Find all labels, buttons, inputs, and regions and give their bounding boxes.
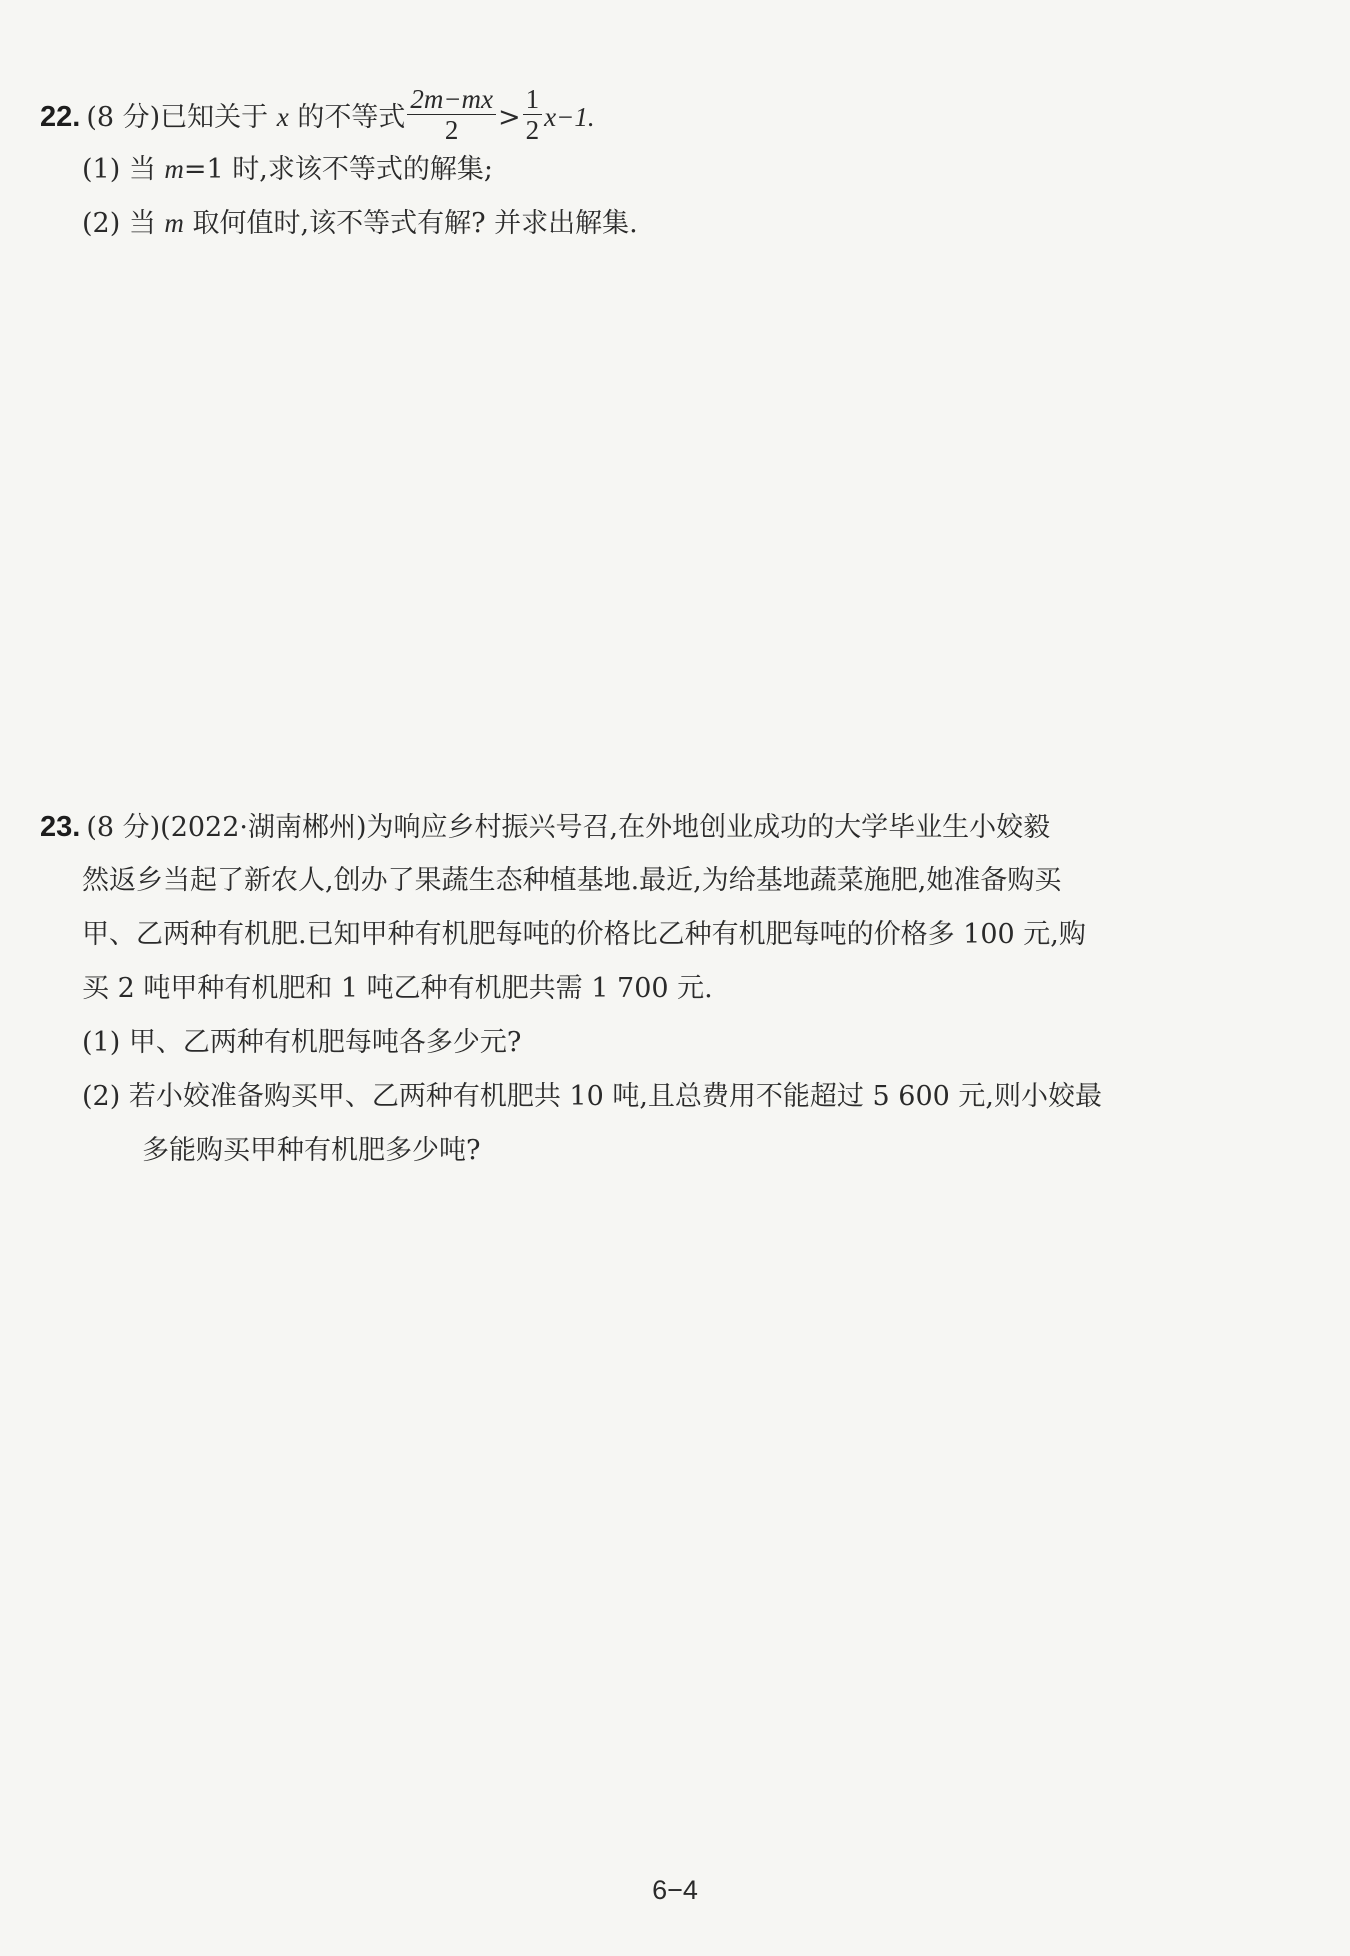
fraction-denominator: 2 [525,115,540,145]
problem-number: 23. [40,811,81,843]
problem-23-stem-line: 买 2 吨甲种有机肥和 1 吨乙种有机肥共需 1 700 元. [82,973,713,1004]
fraction-numerator: 1 [523,84,543,115]
problem-23-sub2: (2) 若小姣准备购买甲、乙两种有机肥共 10 吨,且总费用不能超过 5 600 元,则小姣最 [82,1081,1102,1112]
fraction-denominator: 2 [444,115,459,145]
problem-23-sub1: (1) 甲、乙两种有机肥每吨各多少元? [82,1027,522,1058]
fraction-half [523,84,543,145]
problem-23-stem-line: 然返乡当起了新农人,创办了果蔬生态种植基地.最近,为给基地蔬菜施肥,她准备购买 [82,865,1062,896]
problem-23 [40,800,1280,1178]
greater-than-sign: > [498,102,521,133]
variable-m: m [164,154,184,184]
problem-number: 22. [40,101,81,133]
variable-m: m [164,208,184,238]
problem-23-stem-line [40,800,1280,854]
variable-x: x [276,102,289,132]
score-label: (8 分) [86,102,161,133]
problem-22-stem [40,84,1280,145]
problem-22 [40,84,1280,250]
stem-text: (8 分)(2022·湖南郴州)为响应乡村振兴号召,在外地创业成功的大学毕业生小姣毅 [86,812,1051,843]
fraction-lhs [407,84,496,145]
problem-23-stem-line: 甲、乙两种有机肥.已知甲种有机肥每吨的价格比乙种有机肥每吨的价格多 100 元,购 [82,919,1086,950]
stem-text: 的不等式 [288,102,406,133]
sub-question-prefix: (2) 当 [82,208,165,239]
problem-23-sub2-continued: 多能购买甲种有机肥多少吨? [142,1135,481,1166]
fraction-numerator: 2m−mx [407,84,496,115]
sub-question-prefix: (1) 当 [82,154,165,185]
sub-question-text: 取何值时,该不等式有解? 并求出解集. [183,208,638,239]
problem-22-sub1 [40,142,1280,196]
page-number: 6−4 [652,1875,698,1905]
sub-question-text: =1 时,求该不等式的解集; [183,154,493,185]
stem-text: 已知关于 [160,102,277,133]
problem-22-sub2 [40,196,1280,250]
stem-expression: x−1. [544,102,595,132]
